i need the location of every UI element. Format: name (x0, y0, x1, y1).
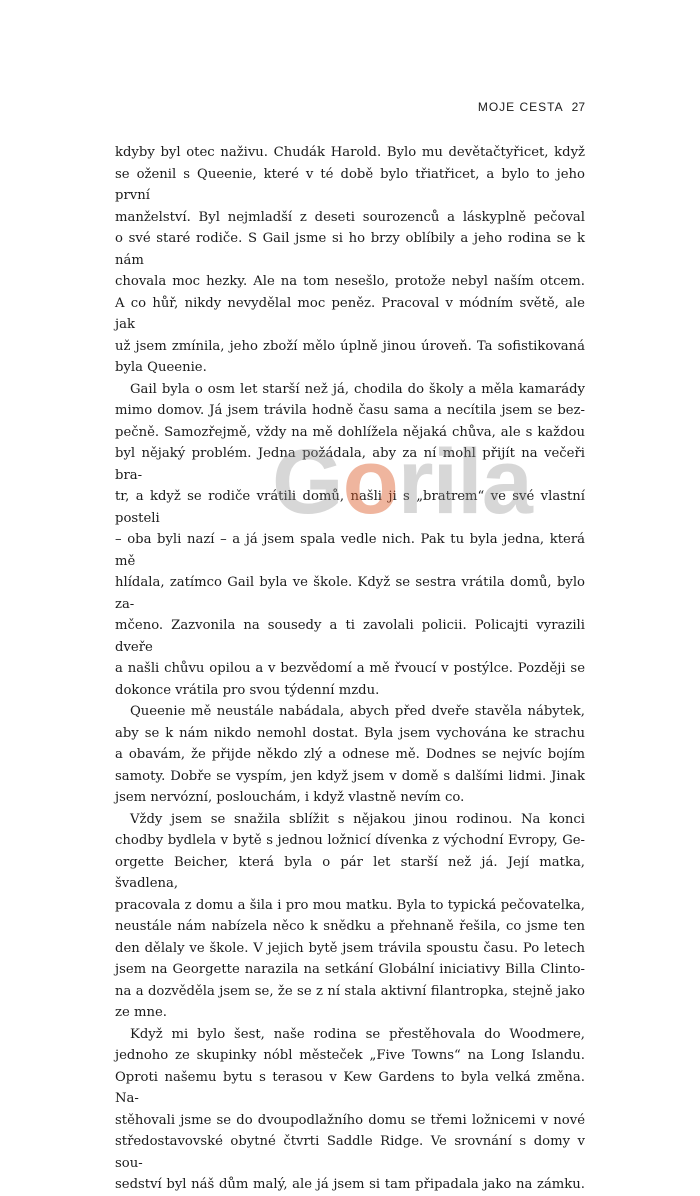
text-line: jednoho ze skupinky nóbl městeček „Five Towns“ na Long Islandu. (115, 1048, 585, 1063)
text-line: Když mi bylo šest, naše rodina se přestěhovala do Woodmere, (130, 1026, 585, 1042)
paragraph (115, 809, 585, 1024)
text-line: aby se k nám nikdo nemohl dostat. Byla jsem vychována ke strachu (115, 725, 585, 741)
paragraph (115, 1024, 585, 1196)
watermark-text-start: G (272, 431, 343, 533)
text-line: orgette Beicher, která byla o pár let starší než já. Její matka, švadlena, (115, 854, 585, 891)
text-line: byl nějaký problém. Jedna požádala, aby za ní mohl přijít na večeři bra- (115, 446, 585, 483)
paragraph (115, 142, 585, 379)
text-line: už jsem zmínila, jeho zboží mělo úplně jinou úroveň. Ta sofistikovaná (115, 338, 585, 354)
text-line: se oženil s Queenie, které v té době bylo třiatřicet, a bylo to jeho první (115, 166, 585, 203)
paragraph (115, 701, 585, 809)
watermark-text-dot: o (342, 431, 398, 533)
text-line: – oba byli nazí – a já jsem spala vedle nich. Pak tu byla jedna, která mě (115, 532, 585, 569)
text-line: pracovala z domu a šila i pro mou matku. Byla to typická pečovatelka, (115, 897, 585, 913)
text-line: jsem nervózní, poslouchám, i když vlastně nevím co. (115, 790, 465, 805)
text-line: manželství. Byl nejmladší z deseti sourozenců a láskyplně pečoval (115, 209, 585, 225)
text-line: středostavovské obytné čtvrti Saddle Ridge. Ve srovnání s domy v sou- (115, 1134, 585, 1171)
text-line: na a dozvěděla jsem se, že se z ní stala aktivní filantropka, stejně jako (115, 983, 585, 999)
text-line: sedství byl náš dům malý, ale já jsem si tam připadala jako na zámku. (115, 1177, 585, 1192)
text-line: den dělaly ve škole. V jejich bytě jsem trávila spoustu času. Po letech (115, 940, 585, 956)
page-number: 27 (571, 100, 585, 114)
running-title: MOJE CESTA (477, 100, 564, 114)
text-line: kdyby byl otec naživu. Chudák Harold. Bylo mu devětačtyřicet, když (115, 145, 585, 160)
text-line: A co hůř, nikdy nevydělal moc peněz. Pracoval v módním světě, ale jak (115, 295, 585, 332)
paragraph (115, 379, 585, 702)
text-line: Gail byla o osm let starší než já, chodila do školy a měla kamarády (130, 381, 585, 397)
text-line: a našli chůvu opilou a v bezvědomí a mě řvoucí v postýlce. Později se (115, 661, 585, 676)
text-line: byla Queenie. (115, 360, 207, 375)
text-line: jsem na Georgette narazila na setkání Globální iniciativy Billa Clinto- (115, 962, 585, 977)
text-line: samoty. Dobře se vyspím, jen když jsem v domě s dalšími lidmi. Jinak (115, 768, 585, 784)
watermark-text-end: rila (397, 431, 532, 533)
text-line: stěhovali jsme se do dvoupodlažního domu se třemi ložnicemi v nové (115, 1112, 585, 1128)
text-line: pečně. Samozřejmě, vždy na mě dohlížela nějaká chůva, ale s každou (115, 424, 585, 440)
body-text (115, 142, 585, 1196)
text-line: Vždy jsem se snažila sblížit s nějakou jinou rodinou. Na konci (130, 811, 585, 827)
text-line: dokonce vrátila pro svou týdenní mzdu. (115, 682, 380, 698)
text-line: Queenie mě neustále nabádala, abych před dveře stavěla nábytek, (130, 704, 585, 719)
text-line: hlídala, zatímco Gail byla ve škole. Když se sestra vrátila domů, bylo za- (115, 575, 585, 612)
text-line: Oproti našemu bytu s terasou v Kew Gardens to byla velká změna. Na- (115, 1069, 585, 1106)
text-line: mčeno. Zazvonila na sousedy a ti zavolali policii. Policajti vyrazili dveře (115, 618, 585, 655)
text-line: tr, a když se rodiče vrátili domů, našli ji s „bratrem“ ve své vlastní posteli (115, 489, 585, 526)
text-line: ze mne. (115, 1005, 167, 1020)
text-line: a obavám, že přijde někdo zlý a odnese mě. Dodnes se nejvíc bojím (115, 747, 585, 762)
text-line: chovala moc hezky. Ale na tom nesešlo, protože nebyl naším otcem. (115, 274, 585, 289)
text-line: chodby bydlela v bytě s jednou ložnicí dívenka z východní Evropy, Ge- (115, 833, 585, 848)
text-line: neustále nám nabízela něco k snědku a přehnaně řešila, co jsme ten (115, 919, 585, 934)
text-line: mimo domov. Já jsem trávila hodně času sama a necítila jsem se bez- (115, 403, 585, 418)
text-line: o své staré rodiče. S Gail jsme si ho brzy oblíbily a jeho rodina se k nám (115, 231, 585, 268)
running-header (478, 100, 585, 114)
